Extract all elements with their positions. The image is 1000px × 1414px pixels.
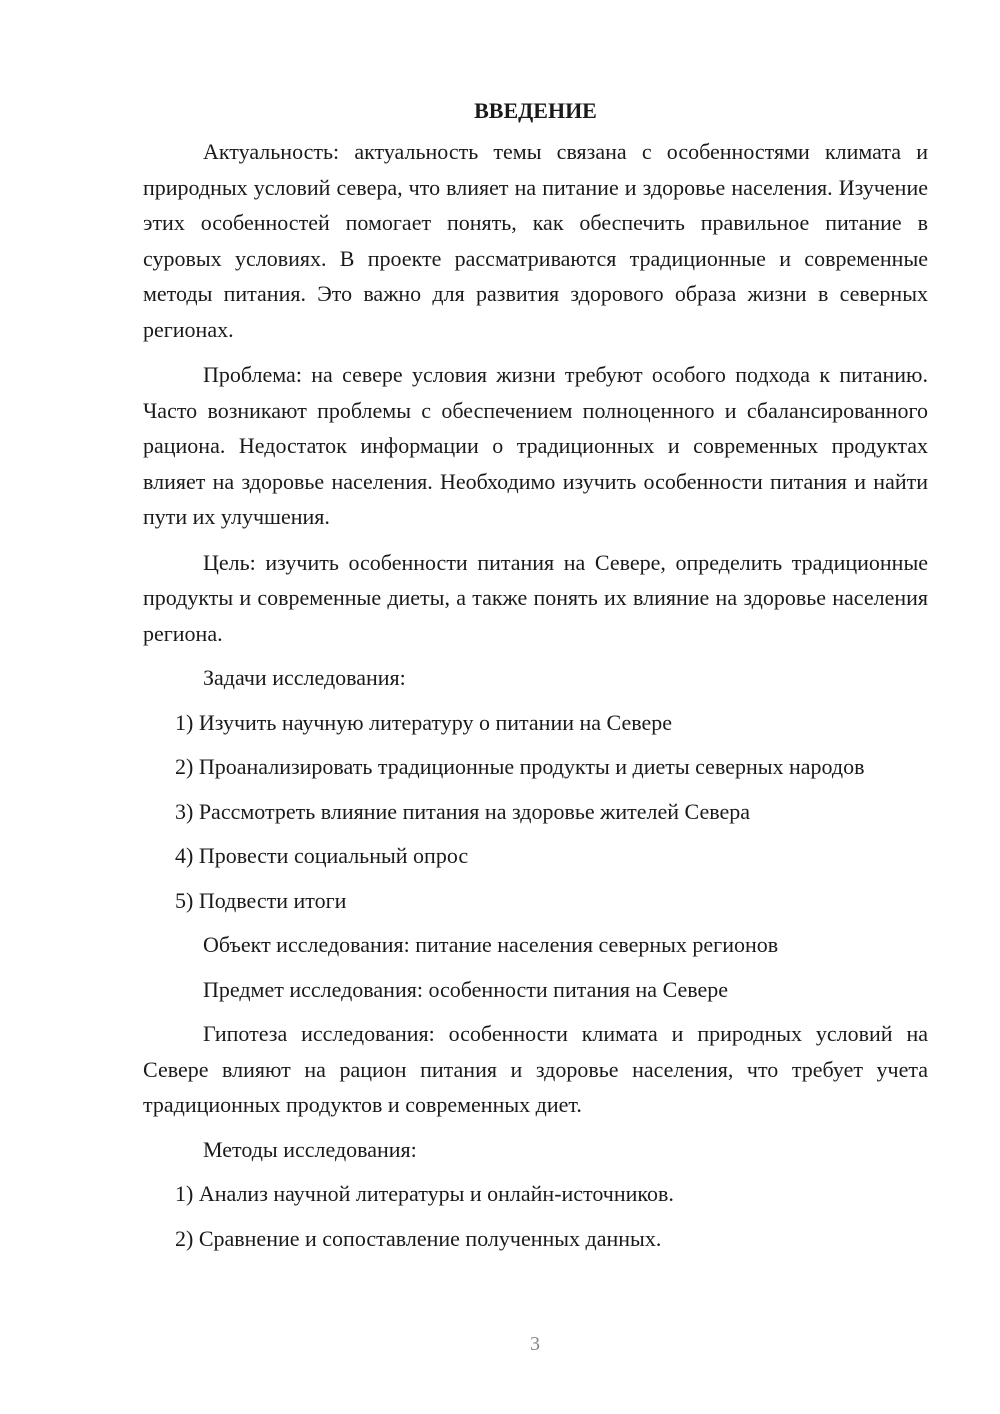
task-item-5: 5) Подвести итоги bbox=[175, 887, 347, 913]
tasks-title: Задачи исследования: bbox=[203, 665, 406, 690]
relevance-paragraph: Актуальность: актуальность темы связана с особенностями климата и природных условий севера, что влияет на питание и здоровье населения. Изучение этих особенностей помогает понять, как обеспечить правильное питание в суровых условиях. В проекте рассматриваются традиционные и современные методы питания. Это важно для развития здорового образа жизни в северных регионах. bbox=[143, 139, 928, 342]
problem-paragraph: Проблема: на севере условия жизни требуют особого подхода к питанию. Часто возникают проблемы с обеспечением полноценного и сбалансированного рациона. Недостаток информации о традиционных и современных продуктах влияет на здоровье населения. Необходимо изучить особенности питания и найти пути их улучшения. bbox=[143, 362, 928, 529]
goal-paragraph: Цель: изучить особенности питания на Севере, определить традиционные продукты и современные диеты, а также понять их влияние на здоровье населения региона. bbox=[143, 549, 928, 646]
document-page bbox=[143, 96, 928, 1256]
task-item-3: 3) Рассмотреть влияние питания на здоровье жителей Севера bbox=[175, 798, 750, 824]
research-object: Объект исследования: питание населения северных регионов bbox=[203, 932, 779, 957]
hypothesis-paragraph: Гипотеза исследования: особенности климата и природных условий на Севере влияют на рацион питания и здоровье населения, что требует учета традиционных продуктов и современных диет. bbox=[143, 1021, 928, 1117]
method-item-2: 2) Сравнение и сопоставление полученных данных. bbox=[175, 1225, 662, 1251]
section-heading: ВВЕДЕНИЕ bbox=[474, 98, 597, 123]
method-item-1: 1) Анализ научной литературы и онлайн-источников. bbox=[175, 1181, 674, 1206]
page-number: 3 bbox=[530, 1333, 540, 1355]
task-item-4: 4) Провести социальный опрос bbox=[175, 843, 469, 868]
task-item-2: 2) Проанализировать традиционные продукты и диеты северных народов bbox=[175, 754, 865, 779]
task-item-1: 1) Изучить научную литературу о питании на Севере bbox=[175, 709, 673, 735]
methods-title: Методы исследования: bbox=[203, 1136, 417, 1162]
research-subject: Предмет исследования: особенности питания на Севере bbox=[203, 976, 729, 1002]
